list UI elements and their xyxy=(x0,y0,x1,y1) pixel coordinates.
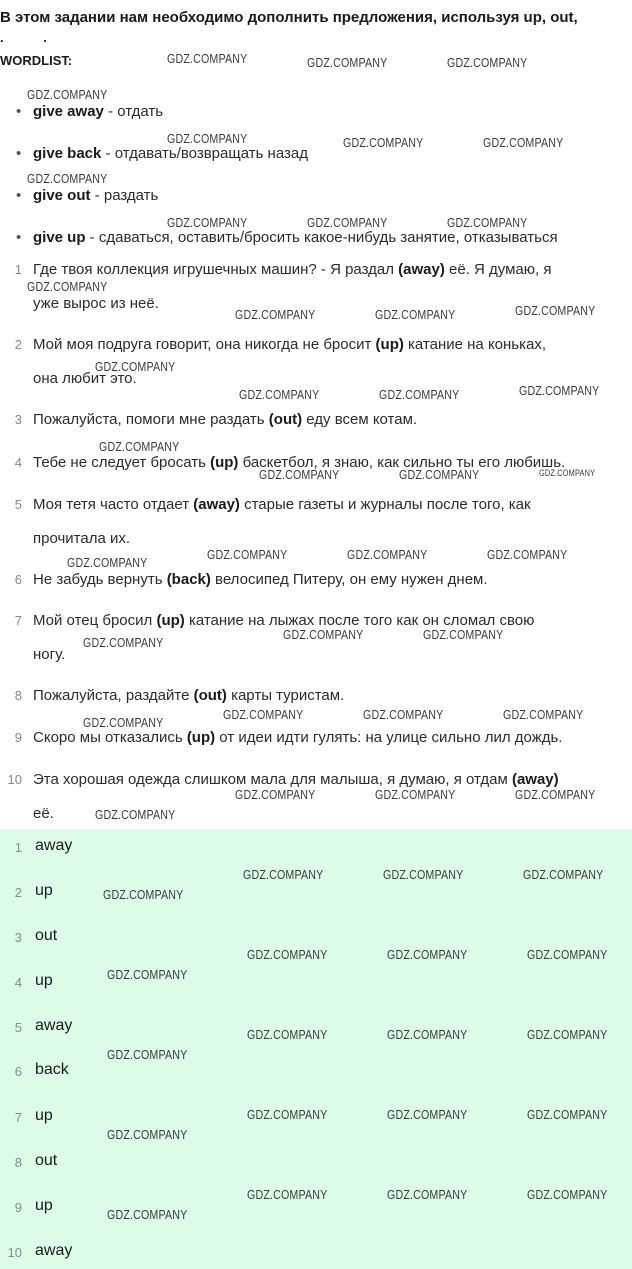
sentence-part: Мой моя подруга говорит, она никогда не бросит xyxy=(33,336,376,353)
watermark-text: GDZ.COMPANY xyxy=(67,555,148,570)
answer-word: away xyxy=(35,837,73,854)
watermark-text: GDZ.COMPANY xyxy=(107,967,188,982)
wordlist-term: give away xyxy=(33,103,104,120)
sentence-number: 10 xyxy=(7,772,22,787)
watermark-text: GDZ.COMPANY xyxy=(247,1107,328,1122)
sentence-part: Мой отец бросил xyxy=(33,612,157,629)
sentence-part: Где твоя коллекция игрушечных машин? - Я раздал xyxy=(33,261,399,278)
sentence-item xyxy=(0,488,632,556)
sentence-continuation: её. xyxy=(33,805,54,822)
watermark-text: GDZ.COMPANY xyxy=(503,707,584,722)
answer-word: up xyxy=(35,972,53,989)
watermark-text: GDZ.COMPANY xyxy=(95,807,176,822)
sentence-number: 9 xyxy=(14,730,22,745)
watermark-text: GDZ.COMPANY xyxy=(399,467,480,482)
watermark-text: GDZ.COMPANY xyxy=(167,215,248,230)
answer-item xyxy=(0,837,200,861)
sentence-number: 1 xyxy=(14,262,22,277)
answer-word: away xyxy=(35,1017,73,1034)
answer-item xyxy=(0,1061,200,1085)
watermark-text: GDZ.COMPANY xyxy=(167,131,248,146)
sentence-part: от идеи идти гулять: на улице сильно лил дождь. xyxy=(215,729,563,746)
answer-number: 4 xyxy=(14,975,22,990)
watermark-text: GDZ.COMPANY xyxy=(235,307,316,322)
sentence-part: еду всем котам. xyxy=(302,411,418,428)
sentence-continuation: уже вырос из неё. xyxy=(33,295,159,312)
answer-number: 7 xyxy=(14,1110,22,1125)
watermark-text: GDZ.COMPANY xyxy=(259,467,340,482)
watermark-text: GDZ.COMPANY xyxy=(283,627,364,642)
sentence-part: Пожалуйста, помоги мне раздать xyxy=(33,411,269,428)
answer-item xyxy=(0,1152,200,1176)
sentence-part: Скоро мы отказались xyxy=(33,729,187,746)
answer-item xyxy=(0,1017,200,1041)
wordlist-definition: - отдать xyxy=(103,103,164,120)
watermark-text: GDZ.COMPANY xyxy=(527,947,608,962)
intro-text: В этом задании нам необходимо дополнить предложения, используя up, out, xyxy=(0,9,578,26)
watermark-text: GDZ.COMPANY xyxy=(167,51,248,66)
watermark-text: GDZ.COMPANY xyxy=(387,1107,468,1122)
answer-word: out xyxy=(35,1152,58,1169)
watermark-text: GDZ.COMPANY xyxy=(27,279,108,294)
answer-number: 8 xyxy=(14,1155,22,1170)
sentence-text xyxy=(33,488,628,556)
wordlist-item xyxy=(16,187,632,205)
answer-number: 10 xyxy=(7,1245,22,1260)
answer-word: out xyxy=(35,927,58,944)
watermark-text: GDZ.COMPANY xyxy=(27,87,108,102)
answer-number: 5 xyxy=(14,1020,22,1035)
watermark-text: GDZ.COMPANY xyxy=(107,1207,188,1222)
watermark-text: GDZ.COMPANY xyxy=(247,947,328,962)
watermark-text: GDZ.COMPANY xyxy=(523,867,604,882)
answer-number: 9 xyxy=(14,1200,22,1215)
watermark-text: GDZ.COMPANY xyxy=(27,171,108,186)
wordlist-definition: - отдавать/возвращать назад xyxy=(101,145,308,162)
watermark-text: GDZ.COMPANY xyxy=(515,303,596,318)
answer-word: up xyxy=(35,1197,53,1214)
sentence-number: 3 xyxy=(14,412,22,427)
watermark-text: GDZ.COMPANY xyxy=(207,547,288,562)
answer-key: (out) xyxy=(268,411,303,428)
answer-key: (away) xyxy=(193,496,240,513)
watermark-text: GDZ.COMPANY xyxy=(363,707,444,722)
sentence-continuation: прочитала их. xyxy=(33,530,131,547)
sentence-number: 6 xyxy=(14,572,22,587)
sentence-part: старые газеты и журналы после того, как xyxy=(239,496,531,513)
sentence-number: 8 xyxy=(14,688,22,703)
answer-word: away xyxy=(35,1242,73,1259)
watermark-text: GDZ.COMPANY xyxy=(539,468,596,478)
watermark-text: GDZ.COMPANY xyxy=(95,359,176,374)
intro-continuation: . . xyxy=(0,30,65,45)
watermark-text: GDZ.COMPANY xyxy=(387,1187,468,1202)
watermark-text: GDZ.COMPANY xyxy=(247,1187,328,1202)
answer-key: (away) xyxy=(511,771,559,788)
sentence-part: Тебе не следует бросать xyxy=(33,454,211,471)
wordlist-term: give back xyxy=(33,145,102,162)
answer-item xyxy=(0,1242,200,1266)
watermark-text: GDZ.COMPANY xyxy=(103,887,184,902)
watermark-text: GDZ.COMPANY xyxy=(527,1027,608,1042)
watermark-text: GDZ.COMPANY xyxy=(447,55,528,70)
sentence-part: катание на лыжах после того как он сломал свою xyxy=(184,612,535,629)
answer-number: 1 xyxy=(14,840,22,855)
watermark-text: GDZ.COMPANY xyxy=(487,547,568,562)
sentence-part: велосипед Питеру, он ему нужен днем. xyxy=(210,571,488,588)
wordlist-title: WORDLIST: xyxy=(0,53,73,68)
sentence-part: карты туристам. xyxy=(226,687,345,704)
wordlist-definition: - раздать xyxy=(90,187,159,204)
sentence-continuation: она любит это. xyxy=(33,370,137,387)
bullet-icon: • xyxy=(16,145,22,162)
watermark-text: GDZ.COMPANY xyxy=(379,387,460,402)
watermark-text: GDZ.COMPANY xyxy=(307,215,388,230)
answer-word: up xyxy=(35,882,53,899)
wordlist-definition: - сдаваться, оставить/бросить какое-нибудь занятие, отказываться xyxy=(85,229,558,246)
wordlist-term: give up xyxy=(33,229,86,246)
watermark-text: GDZ.COMPANY xyxy=(519,383,600,398)
sentence-number: 7 xyxy=(14,613,22,628)
watermark-text: GDZ.COMPANY xyxy=(99,439,180,454)
watermark-text: GDZ.COMPANY xyxy=(243,867,324,882)
answer-key: (up) xyxy=(156,612,185,629)
answer-key: (away) xyxy=(398,261,445,278)
bullet-icon: • xyxy=(16,103,22,120)
sentence-part: катание на коньках, xyxy=(403,336,547,353)
watermark-text: GDZ.COMPANY xyxy=(223,707,304,722)
watermark-text: GDZ.COMPANY xyxy=(239,387,320,402)
watermark-text: GDZ.COMPANY xyxy=(515,787,596,802)
sentence-number: 5 xyxy=(14,497,22,512)
sentence-part: Пожалуйста, раздайте xyxy=(33,687,194,704)
answer-key: (up) xyxy=(186,729,216,746)
wordlist-term: give out xyxy=(33,187,91,204)
watermark-text: GDZ.COMPANY xyxy=(423,627,504,642)
watermark-text: GDZ.COMPANY xyxy=(483,135,564,150)
answer-key: (up) xyxy=(210,454,239,471)
sentence-part: Моя тетя часто отдает xyxy=(33,496,194,513)
watermark-text: GDZ.COMPANY xyxy=(387,947,468,962)
answer-key: (back) xyxy=(166,571,211,588)
bullet-icon: • xyxy=(16,229,22,246)
sentence-part: Не забудь вернуть xyxy=(33,571,167,588)
watermark-text: GDZ.COMPANY xyxy=(347,547,428,562)
watermark-text: GDZ.COMPANY xyxy=(107,1127,188,1142)
sentence-part: Эта хорошая одежда слишком мала для малыша, я думаю, я отдам xyxy=(33,771,512,788)
watermark-text: GDZ.COMPANY xyxy=(307,55,388,70)
answer-key: (out) xyxy=(193,687,227,704)
watermark-text: GDZ.COMPANY xyxy=(375,787,456,802)
sentence-number: 4 xyxy=(14,455,22,470)
watermark-text: GDZ.COMPANY xyxy=(447,215,528,230)
sentence-part: баскетбол, я знаю, как сильно ты его любишь. xyxy=(238,454,566,471)
sentence-text xyxy=(33,403,628,437)
answer-key: (up) xyxy=(375,336,404,353)
wordlist-item xyxy=(16,229,632,247)
watermark-text: GDZ.COMPANY xyxy=(387,1027,468,1042)
bullet-icon: • xyxy=(16,187,22,204)
watermark-text: GDZ.COMPANY xyxy=(527,1187,608,1202)
watermark-text: GDZ.COMPANY xyxy=(83,715,164,730)
watermark-text: GDZ.COMPANY xyxy=(107,1047,188,1062)
sentence-part: её. Я думаю, я xyxy=(444,261,552,278)
watermark-text: GDZ.COMPANY xyxy=(343,135,424,150)
watermark-text: GDZ.COMPANY xyxy=(247,1027,328,1042)
answer-panel xyxy=(0,829,632,1269)
watermark-text: GDZ.COMPANY xyxy=(375,307,456,322)
watermark-text: GDZ.COMPANY xyxy=(235,787,316,802)
watermark-text: GDZ.COMPANY xyxy=(83,635,164,650)
watermark-text: GDZ.COMPANY xyxy=(527,1107,608,1122)
answer-number: 2 xyxy=(14,885,22,900)
answer-word: up xyxy=(35,1107,53,1124)
answer-word: back xyxy=(35,1061,69,1078)
wordlist-item xyxy=(16,103,632,121)
answer-item xyxy=(0,927,200,951)
sentence-item xyxy=(0,403,632,437)
watermark-text: GDZ.COMPANY xyxy=(383,867,464,882)
answer-number: 6 xyxy=(14,1064,22,1079)
answer-number: 3 xyxy=(14,930,22,945)
sentence-number: 2 xyxy=(14,337,22,352)
sentence-continuation: ногу. xyxy=(33,646,66,663)
